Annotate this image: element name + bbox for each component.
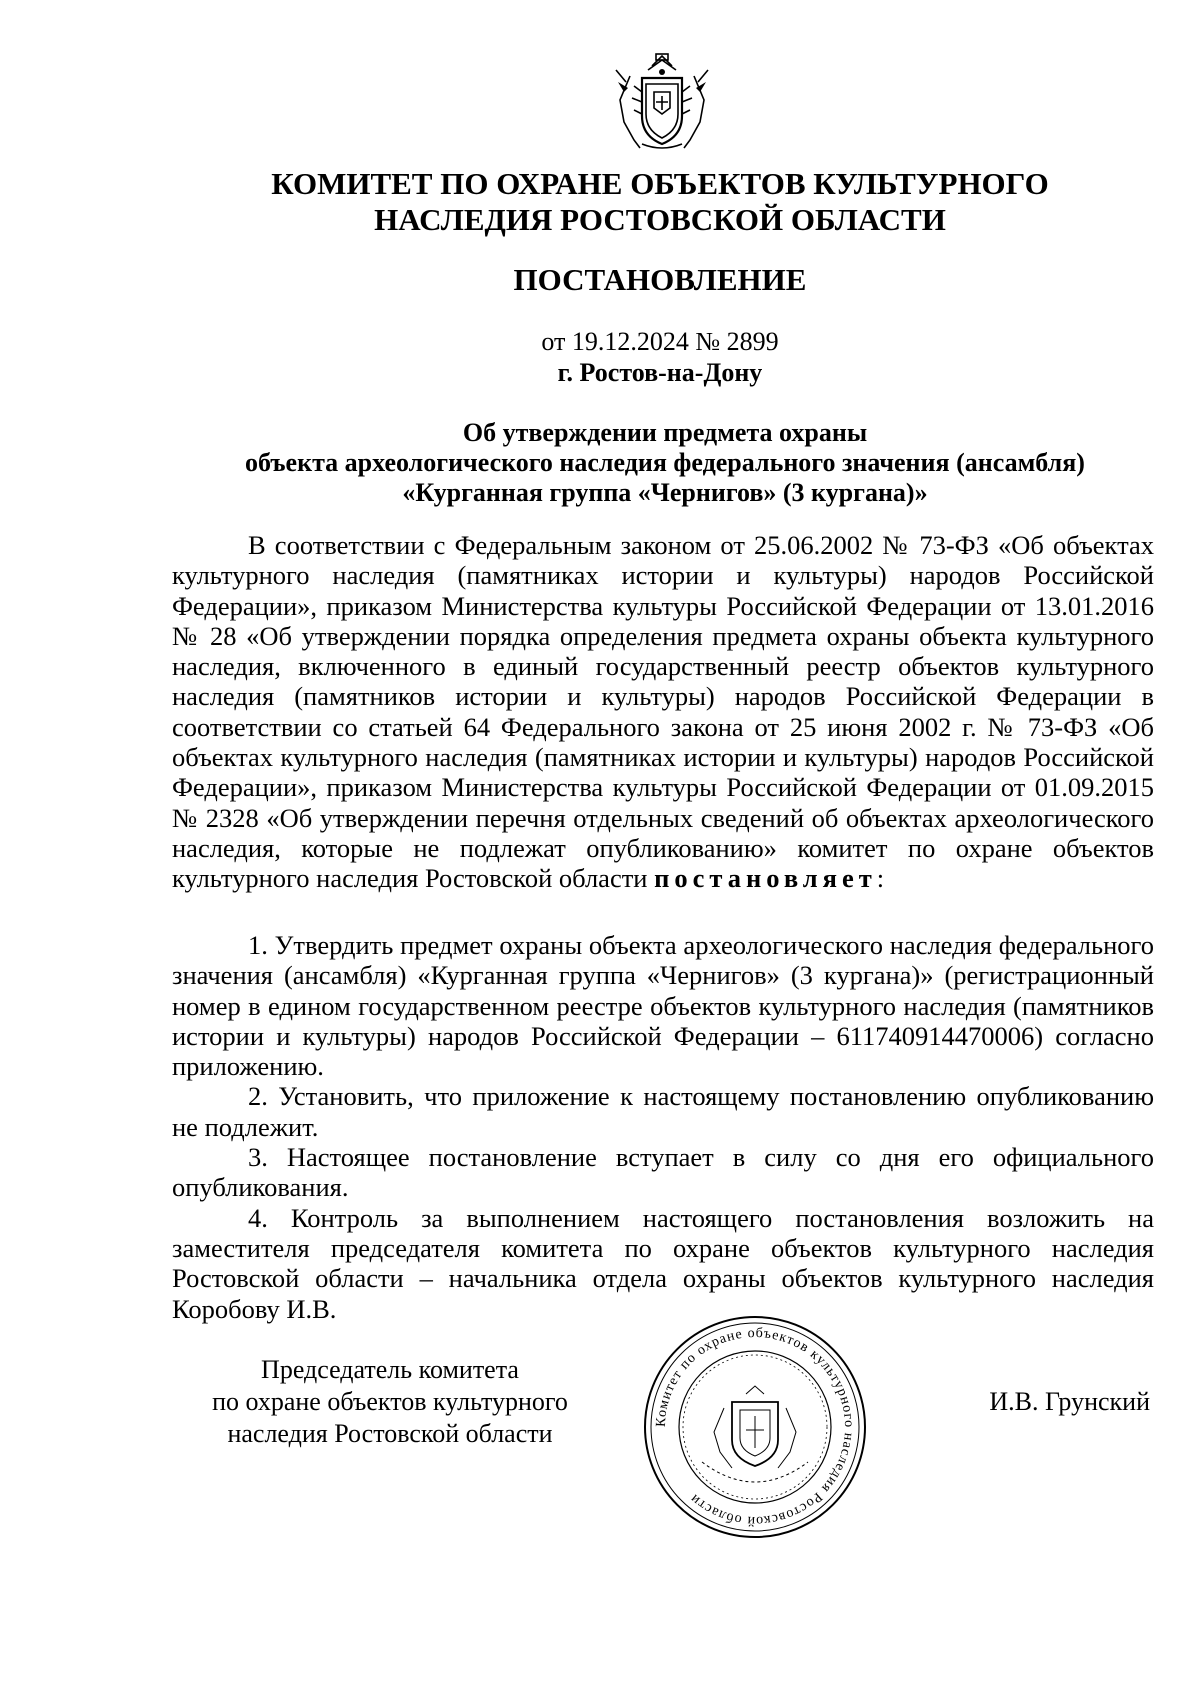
signatory-position-line-3: наследия Ростовской области xyxy=(227,1419,553,1448)
subject-line-2: объекта археологического наследия федерального значения (ансамбля) xyxy=(245,448,1085,477)
decision-word: постановляет xyxy=(654,863,877,894)
issuing-authority xyxy=(160,166,1160,238)
subject-line-3: «Курганная группа «Чернигов» (3 кургана)» xyxy=(402,478,928,507)
authority-line-2: НАСЛЕДИЯ РОСТОВСКОЙ ОБЛАСТИ xyxy=(374,202,946,237)
subject-line-1: Об утверждении предмета охраны xyxy=(462,418,868,447)
preamble-end: : xyxy=(876,863,885,894)
point-3: 3. Настоящее постановление вступает в силу со дня его официального опубликования. xyxy=(172,1142,1154,1203)
coat-of-arms-icon xyxy=(612,52,712,154)
document-city: г. Ростов-на-Дону xyxy=(557,358,763,387)
official-seal-icon xyxy=(640,1312,870,1542)
resolution-points xyxy=(172,930,1154,1324)
document-date-number: от 19.12.2024 № 2899 xyxy=(541,327,779,356)
authority-line-1: КОМИТЕТ ПО ОХРАНЕ ОБЪЕКТОВ КУЛЬТУРНОГО xyxy=(271,166,1049,201)
point-2: 2. Установить, что приложение к настоящему постановлению опубликованию не подлежит. xyxy=(172,1081,1154,1142)
point-4: 4. Контроль за выполнением настоящего постановления возложить на заместителя председателя комитета по охране объектов культурного наследия Ростовской области – начальника отдела охраны объектов культурного наследия Коробову И.В. xyxy=(172,1202,1154,1324)
document-subject xyxy=(170,418,1160,508)
signatory-position xyxy=(170,1354,610,1450)
document-type: ПОСТАНОВЛЕНИЕ xyxy=(513,262,807,297)
preamble-paragraph xyxy=(172,530,1154,894)
signatory-position-line-1: Председатель комитета xyxy=(261,1355,519,1384)
signatory-position-line-2: по охране объектов культурного xyxy=(212,1387,568,1416)
signatory-name: И.В. Грунский xyxy=(989,1387,1150,1416)
preamble-text: В соответствии с Федеральным законом от 25.06.2002 № 73-ФЗ «Об объектах культурного наследия (памятниках истории и культуры) народов Российской Федерации», приказом Министерства культуры Российской Федерации от 13.01.2016 № 28 «Об утверждении порядка определения предмета охраны объекта культурного наследия, включенного в единый государственный реестр объектов культурного наследия (памятников истории и культуры) народов Российской Федерации в соответствии со статьей 64 Федерального закона от 25 июня 2002 г. № 73-ФЗ «Об объектах культурного наследия (памятниках истории и культуры) народов Российской Федерации», приказом Министерства культуры Российской Федерации от 01.09.2015 № 2328 «Об утверждении перечня отдельных сведений об объектах археологического наследия, которые не подлежат опубликованию» комитет по охране объектов культурного наследия Ростовской области xyxy=(172,530,1154,894)
seal-text: Комитет по охране объектов культурного наследия Ростовской области xyxy=(653,1325,857,1529)
point-1: 1. Утвердить предмет охраны объекта археологического наследия федерального значения (ансамбля) «Курганная группа «Чернигов» (3 кургана)» (регистрационный номер в едином государственном реестре объектов культурного наследия (памятников истории и культуры) народов Российской Федерации – 611740914470006) согласно приложению. xyxy=(172,930,1154,1082)
